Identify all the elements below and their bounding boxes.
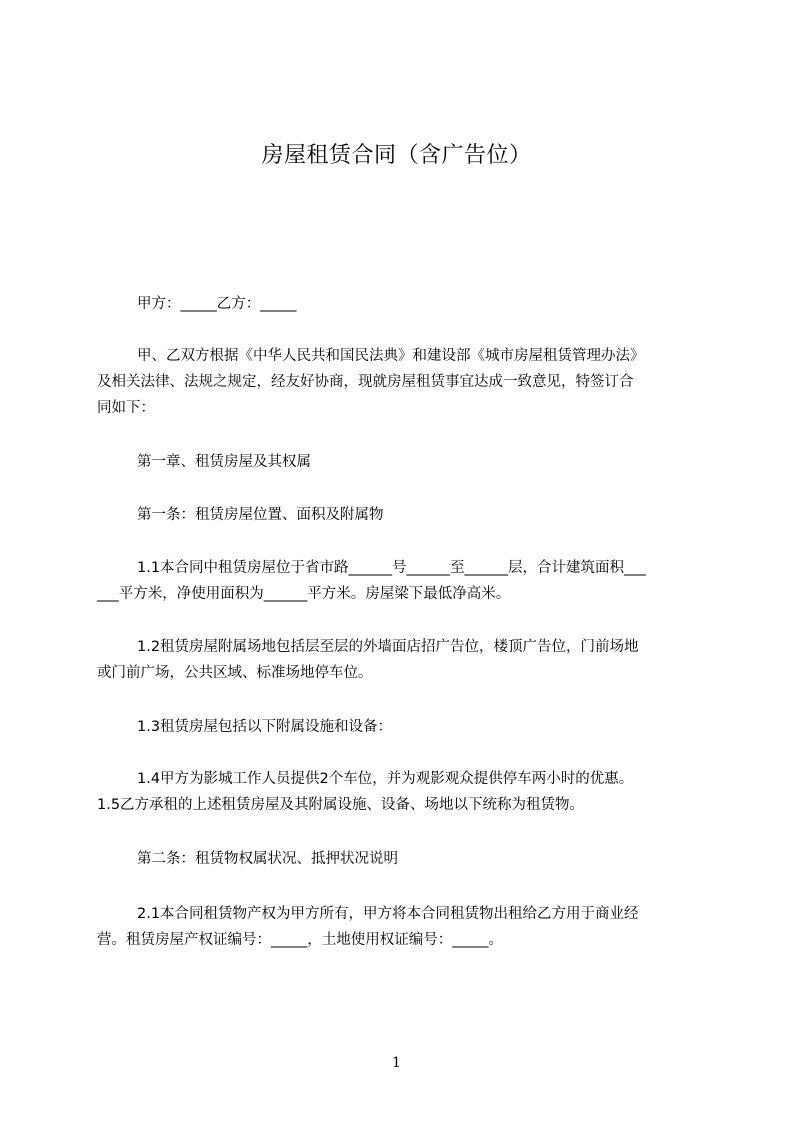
clause-1-2-line-2: 或门前广场，公共区域、标准场地停车位。 [97, 665, 373, 681]
clause-1-5-text: 1.5乙方承租的上述租赁房屋及其附属设施、设备、场地以下统称为租赁物。 [97, 797, 585, 813]
clause-2-1 [97, 901, 705, 953]
preamble-paragraph [97, 343, 705, 421]
page-title: 房屋租赁合同（含广告位） [261, 143, 532, 168]
clause-1-4-text: 1.4甲方为影城工作人员提供2个车位，并为观影观众提供停车两小时的优惠。 [137, 771, 634, 787]
article-2-title: 第二条：租赁物权属状况、抵押状况说明 [137, 851, 398, 867]
clause-1-1 [97, 555, 705, 607]
article-heading [97, 502, 745, 528]
clause-1-4-1-5 [97, 766, 705, 818]
clause-1-1-line-2: ___平方米，净使用面积为______平方米。房屋梁下最低净高米。 [97, 586, 511, 602]
clause-1-2-line-1: 1.2租赁房屋附属场地包括层至层的外墙面店招广告位，楼顶广告位，门前场地 [137, 639, 639, 655]
chapter-1-title: 第一章、租赁房屋及其权属 [137, 454, 311, 470]
page-number: 1 [392, 1055, 401, 1071]
chapter-heading [97, 449, 745, 475]
preamble-line-2: 及相关法律、法规之规定，经友好协商，现就房屋租赁事宜达成一致意见，特签订合 [97, 374, 634, 390]
clause-2-1-line-1: 2.1本合同租赁物产权为甲方所有，甲方将本合同租赁物出租给乙方用于商业经 [137, 906, 639, 922]
article-2-heading [97, 846, 745, 872]
preamble-line-3: 同如下： [97, 400, 155, 416]
clause-1-3 [97, 714, 745, 740]
clause-1-2 [97, 634, 705, 686]
clause-1-3-text: 1.3租赁房屋包括以下附属设施和设备： [137, 719, 393, 735]
article-1-title: 第一条：租赁房屋位置、面积及附属物 [137, 507, 384, 523]
clause-2-1-line-2: 营。租赁房屋产权证编号：_____，土地使用权证编号：_____。 [97, 932, 503, 948]
parties-text: 甲方：_____乙方：_____ [137, 296, 297, 312]
clause-1-1-line-1: 1.1本合同中租赁房屋位于省市路______号______至______层，合计建筑面积___ [137, 560, 646, 576]
preamble-line-1: 甲、乙双方根据《中华人民共和国民法典》和建设部《城市房屋租赁管理办法》 [137, 348, 645, 364]
parties-line [97, 291, 745, 317]
